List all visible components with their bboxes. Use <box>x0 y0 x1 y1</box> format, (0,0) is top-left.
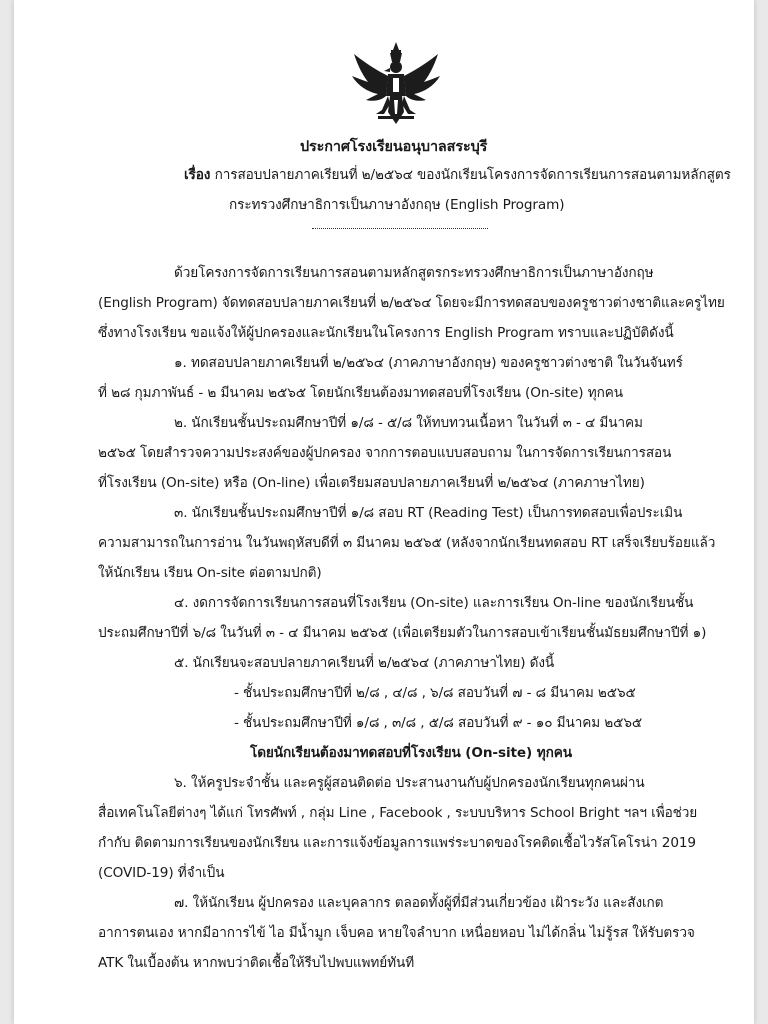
item2-line-2: ๒๕๖๕ โดยสำรวจความประสงค์ของผู้ปกครอง จากการตอบแบบสอบถาม ในการจัดการเรียนการสอน <box>98 445 672 461</box>
announcement-title: ประกาศโรงเรียนอนุบาลสระบุรี <box>300 139 488 155</box>
dotted-separator <box>312 228 488 229</box>
item7-line-3: ATK ในเบื้องต้น หากพบว่าติดเชื้อให้รีบไปพบแพทย์ทันที <box>98 955 415 971</box>
item6-line-3: กำกับ ติดตามการเรียนของนักเรียน และการแจ้งข้อมูลการแพร่ระบาดของโรคติดเชื้อไวรัสโคโรน่า 2019 <box>98 835 696 851</box>
item6-line-2: สื่อเทคโนโลยีต่างๆ ได้แก่ โทรศัพท์ , กลุ่ม Line , Facebook , ระบบบริหาร School Bright ฯลฯ เพื่อช่วย <box>98 805 698 821</box>
subject-text: การสอบปลายภาคเรียนที่ ๒/๒๕๖๔ ของนักเรียนโครงการจัดการเรียนการสอนตามหลักสูตร <box>214 167 731 183</box>
item5-schedule-2: - ชั้นประถมศึกษาปีที่ ๑/๘ , ๓/๘ , ๕/๘ สอบวันที่ ๙ - ๑๐ มีนาคม ๒๕๖๕ <box>234 715 643 731</box>
intro-line-3: ซึ่งทางโรงเรียน ขอแจ้งให้ผู้ปกครองและนักเรียนในโครงการ English Program ทราบและปฏิบัติดังนี้ <box>98 325 674 341</box>
item1-line-1: ๑. ทดสอบปลายภาคเรียนที่ ๒/๒๕๖๔ (ภาคภาษาอังกฤษ) ของครูชาวต่างชาติ ในวันจันทร์ <box>174 355 683 371</box>
subject-line-1 <box>184 166 731 184</box>
intro-line-1: ด้วยโครงการจัดการเรียนการสอนตามหลักสูตรกระทรวงศึกษาธิการเป็นภาษาอังกฤษ <box>174 265 654 281</box>
item7-line-2: อาการตนเอง หากมีอาการไข้ ไอ มีน้ำมูก เจ็บคอ หายใจลำบาก เหนื่อยหอบ ไม่ได้กลิ่น ไม่รู้รส ให้รับตรวจ <box>98 925 695 941</box>
item4-line-1: ๔. งดการจัดการเรียนการสอนที่โรงเรียน (On-site) และการเรียน On-line ของนักเรียนชั้น <box>174 595 694 611</box>
item7-line-1: ๗. ให้นักเรียน ผู้ปกครอง และบุคลากร ตลอดทั้งผู้ที่มีส่วนเกี่ยวข้อง เฝ้าระวัง และสังเกต <box>174 895 664 911</box>
intro-line-2: (English Program) จัดทดสอบปลายภาคเรียนที่ ๒/๒๕๖๔ โดยจะมีการทดสอบของครูชาวต่างชาติและครูไทย <box>98 295 725 311</box>
item2-line-1: ๒. นักเรียนชั้นประถมศึกษาปีที่ ๑/๘ - ๕/๘ ให้ทบทวนเนื้อหา ในวันที่ ๓ - ๔ มีนาคม <box>174 415 643 431</box>
garuda-emblem-icon <box>348 40 444 126</box>
item3-line-1: ๓. นักเรียนชั้นประถมศึกษาปีที่ ๑/๘ สอบ RT (Reading Test) เป็นการทดสอบเพื่อประเมิน <box>174 505 683 521</box>
subject-label: เรื่อง <box>184 167 211 183</box>
subject-line-2: กระทรวงศึกษาธิการเป็นภาษาอังกฤษ (English Program) <box>229 197 565 213</box>
item6-line-4: (COVID-19) ที่จำเป็น <box>98 865 225 881</box>
item1-line-2: ที่ ๒๘ กุมภาพันธ์ - ๒ มีนาคม ๒๕๖๕ โดยนักเรียนต้องมาทดสอบที่โรงเรียน (On-site) ทุกคน <box>98 385 623 401</box>
document-page <box>14 0 754 1024</box>
item4-line-2: ประถมศึกษาปีที่ ๖/๘ ในวันที่ ๓ - ๔ มีนาคม ๒๕๖๕ (เพื่อเตรียมตัวในการสอบเข้าเรียนชั้นมัธยมศึกษาปีที่ ๑) <box>98 625 707 641</box>
item3-line-2: ความสามารถในการอ่าน ในวันพฤหัสบดีที่ ๓ มีนาคม ๒๕๖๕ (หลังจากนักเรียนทดสอบ RT เสร็จเรียบร้อยแล้ว <box>98 535 716 551</box>
onsite-note: โดยนักเรียนต้องมาทดสอบที่โรงเรียน (On-site) ทุกคน <box>250 745 572 761</box>
item5-line-1: ๕. นักเรียนจะสอบปลายภาคเรียนที่ ๒/๒๕๖๔ (ภาคภาษาไทย) ดังนี้ <box>174 655 555 671</box>
item5-schedule-1: - ชั้นประถมศึกษาปีที่ ๒/๘ , ๔/๘ , ๖/๘ สอบวันที่ ๗ - ๘ มีนาคม ๒๕๖๕ <box>234 685 636 701</box>
item6-line-1: ๖. ให้ครูประจำชั้น และครูผู้สอนติดต่อ ประสานงานกับผู้ปกครองนักเรียนทุกคนผ่าน <box>174 775 645 791</box>
item2-line-3: ที่โรงเรียน (On-site) หรือ (On-line) เพื่อเตรียมสอบปลายภาคเรียนที่ ๒/๒๕๖๔ (ภาคภาษาไทย) <box>98 475 645 491</box>
item3-line-3: ให้นักเรียน เรียน On-site ต่อตามปกติ) <box>98 565 322 581</box>
